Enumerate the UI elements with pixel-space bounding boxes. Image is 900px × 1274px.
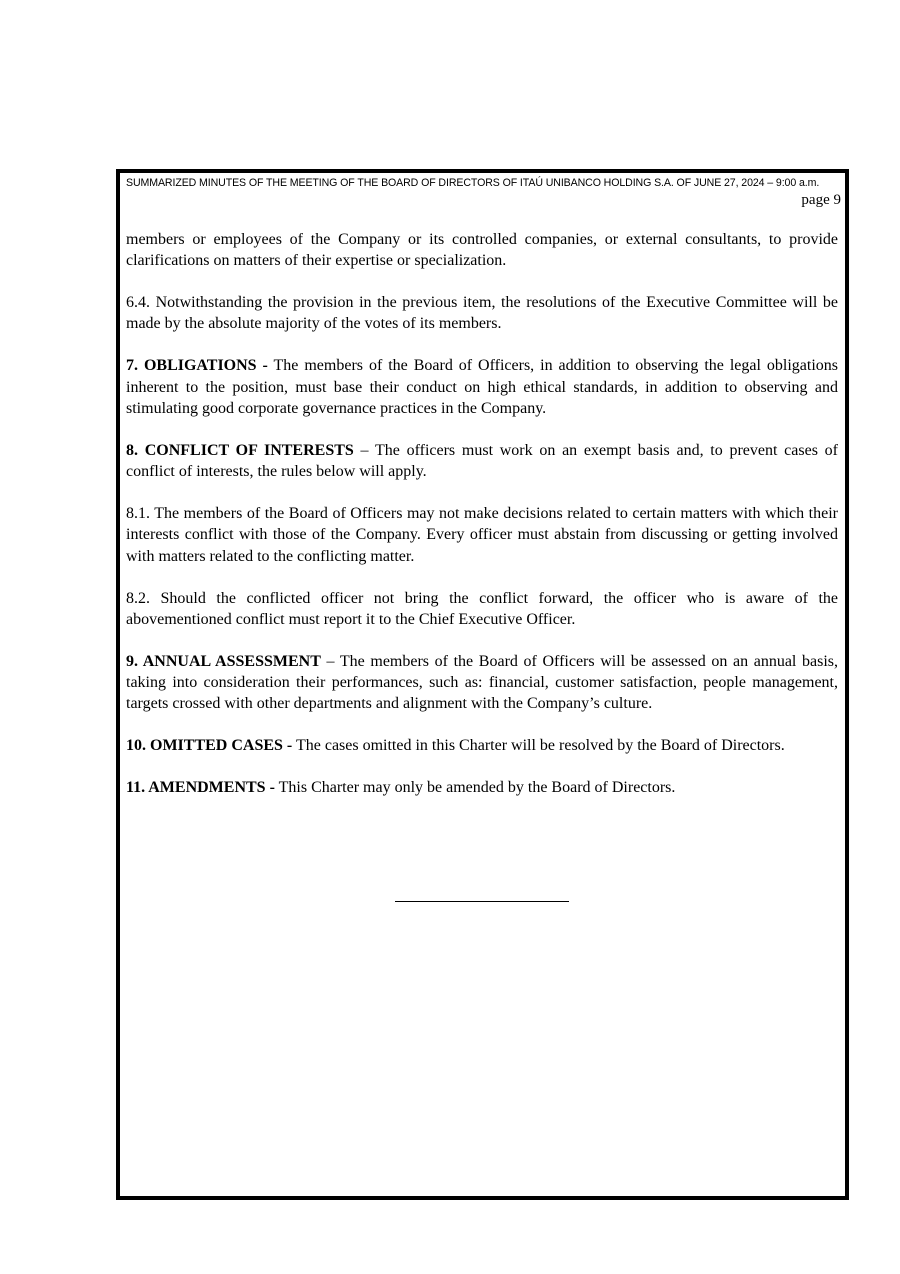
section-heading: 11. AMENDMENTS -: [126, 779, 275, 797]
paragraph-text: members or employees of the Company or its controlled companies, or external consultants, to provide clarifications on matters of their expertise or specialization.: [126, 231, 838, 270]
section-heading: 8. CONFLICT OF INTERESTS: [126, 441, 354, 459]
section-heading: 9. ANNUAL ASSESSMENT: [126, 652, 321, 670]
paragraph-9-annual-assessment: [126, 651, 838, 715]
paragraph-text: 6.4. Notwithstanding the provision in the previous item, the resolutions of the Executive Committee will be made by the absolute majority of the votes of its members.: [126, 294, 838, 333]
paragraph-text: The cases omitted in this Charter will be resolved by the Board of Directors.: [292, 737, 785, 755]
paragraph-8-1: [126, 503, 838, 567]
page-number: page 9: [801, 192, 841, 208]
section-heading: 7. OBLIGATIONS -: [126, 357, 268, 375]
paragraph-text: – The officers must work on an exempt basis and, to prevent cases of conflict of interests, the rules below will apply.: [126, 441, 839, 481]
paragraph-6-4: [126, 292, 838, 335]
paragraph-text: This Charter may only be amended by the Board of Directors.: [274, 779, 676, 797]
paragraph-11-amendments: [126, 777, 838, 798]
running-header: SUMMARIZED MINUTES OF THE MEETING OF THE BOARD OF DIRECTORS OF ITAÚ UNIBANCO HOLDING S.A. OF JUNE 27, 2024 – 9:00 a.m.: [126, 177, 820, 189]
paragraph-text: 8.2. Should the conflicted officer not bring the conflict forward, the officer who is aware of the abovementioned conflict must report it to the Chief Executive Officer.: [126, 589, 838, 628]
paragraph-text: – The members of the Board of Officers will be assessed on an annual basis, taking into consideration their performances, such as: financial, customer satisfaction, people management, targets crossed with other departments and alignment with the Company’s culture.: [126, 652, 838, 713]
page-frame: [116, 169, 849, 1200]
document-body: [126, 229, 838, 819]
paragraph-continuation: [126, 229, 838, 272]
paragraph-8-conflict-of-interests: [126, 440, 838, 483]
paragraph-10-omitted-cases: [126, 735, 838, 756]
paragraph-8-2: [126, 588, 838, 631]
paragraph-7-obligations: [126, 355, 838, 419]
end-of-document-rule: [395, 901, 569, 902]
paragraph-text: 8.1. The members of the Board of Officers may not make decisions related to certain matters with which their interests conflict with those of the Company. Every officer must abstain from discussing or getting involved with matters related to the conflicting matter.: [126, 505, 838, 565]
section-heading: 10. OMITTED CASES -: [126, 737, 293, 755]
paragraph-text: The members of the Board of Officers, in addition to observing the legal obligations inherent to the position, must base their conduct on high ethical standards, in addition to observing and stimulating good corporate governance practices in the Company.: [126, 357, 839, 417]
